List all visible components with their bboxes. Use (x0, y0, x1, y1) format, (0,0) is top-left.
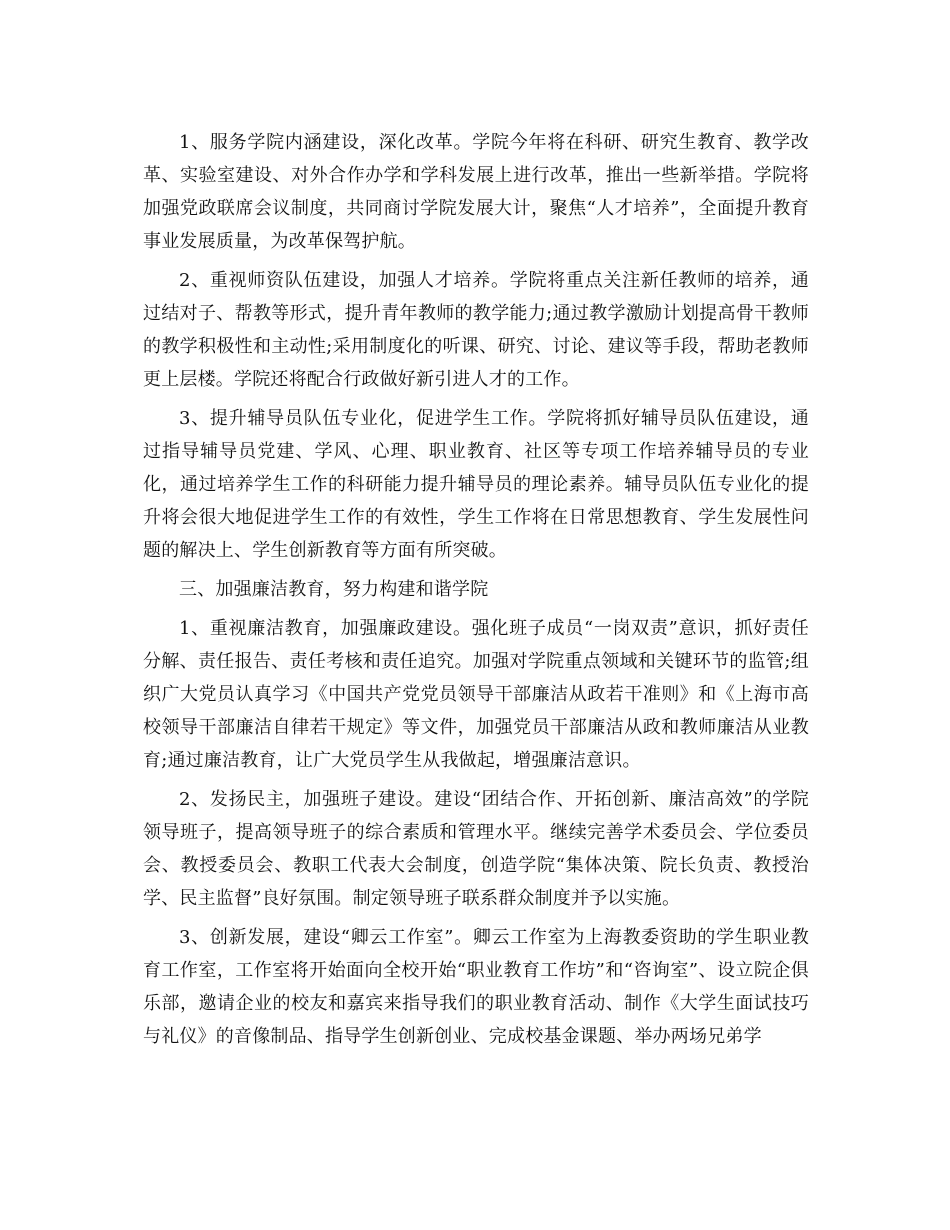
paragraph-democracy: 2、发扬民主，加强班子建设。建设“团结合作、开拓创新、廉洁高效”的学院领导班子，提高领导班子的综合素质和管理水平。继续完善学术委员会、学位委员会、教授委员会、教职工代表大会制度，创造学院“集体决策、院长负责、教授治学、民主监督”良好氛围。制定领导班子联系群众制度并予以实施。 (143, 789, 809, 909)
paragraph-studio: 3、创新发展，建设“卿云工作室”。卿云工作室为上海教委资助的学生职业教育工作室，工作室将开始面向全校开始“职业教育工作坊”和“咨询室”、设立院企俱乐部，邀请企业的校友和嘉宾来指导我们的职业教育活动、制作《大学生面试技巧与礼仪》的音像制品、指导学生创新创业、完成校基金课题、举办两场兄弟学 (143, 927, 809, 1047)
document-body (143, 126, 809, 1059)
paragraph-integrity: 1、重视廉洁教育，加强廉政建设。强化班子成员“一岗双责”意识，抓好责任分解、责任报告、责任考核和责任追究。加强对学院重点领域和关键环节的监管;组织广大党员认真学习《中国共产党党员领导干部廉洁从政若干准则》和《上海市高校领导干部廉洁自律若干规定》等文件，加强党员干部廉洁从政和教师廉洁从业教育;通过廉洁教育，让广大党员学生从我做起，增强廉洁意识。 (143, 618, 809, 771)
section-heading: 三、加强廉洁教育，努力构建和谐学院 (179, 579, 489, 600)
paragraph-faculty: 2、重视师资队伍建设，加强人才培养。学院将重点关注新任教师的培养，通过结对子、帮教等形式，提升青年教师的教学能力;通过教学激励计划提高骨干教师的教学积极性和主动性;采用制度化的听课、研究、讨论、建议等手段，帮助老教师更上层楼。学院还将配合行政做好新引进人才的工作。 (143, 270, 809, 390)
paragraph-counselors: 3、提升辅导员队伍专业化，促进学生工作。学院将抓好辅导员队伍建设，通过指导辅导员党建、学风、心理、职业教育、社区等专项工作培养辅导员的专业化，通过培养学生工作的科研能力提升辅导员的理论素养。辅导员队伍专业化的提升将会很大地促进学生工作的有效性，学生工作将在日常思想教育、学生发展性问题的解决上、学生创新教育等方面有所突破。 (143, 408, 809, 561)
paragraph-reform: 1、服务学院内涵建设，深化改革。学院今年将在科研、研究生教育、教学改革、实验室建设、对外合作办学和学科发展上进行改革，推出一些新举措。学院将加强党政联席会议制度，共同商讨学院发展大计，聚焦“人才培养”，全面提升教育事业发展质量，为改革保驾护航。 (143, 132, 809, 252)
